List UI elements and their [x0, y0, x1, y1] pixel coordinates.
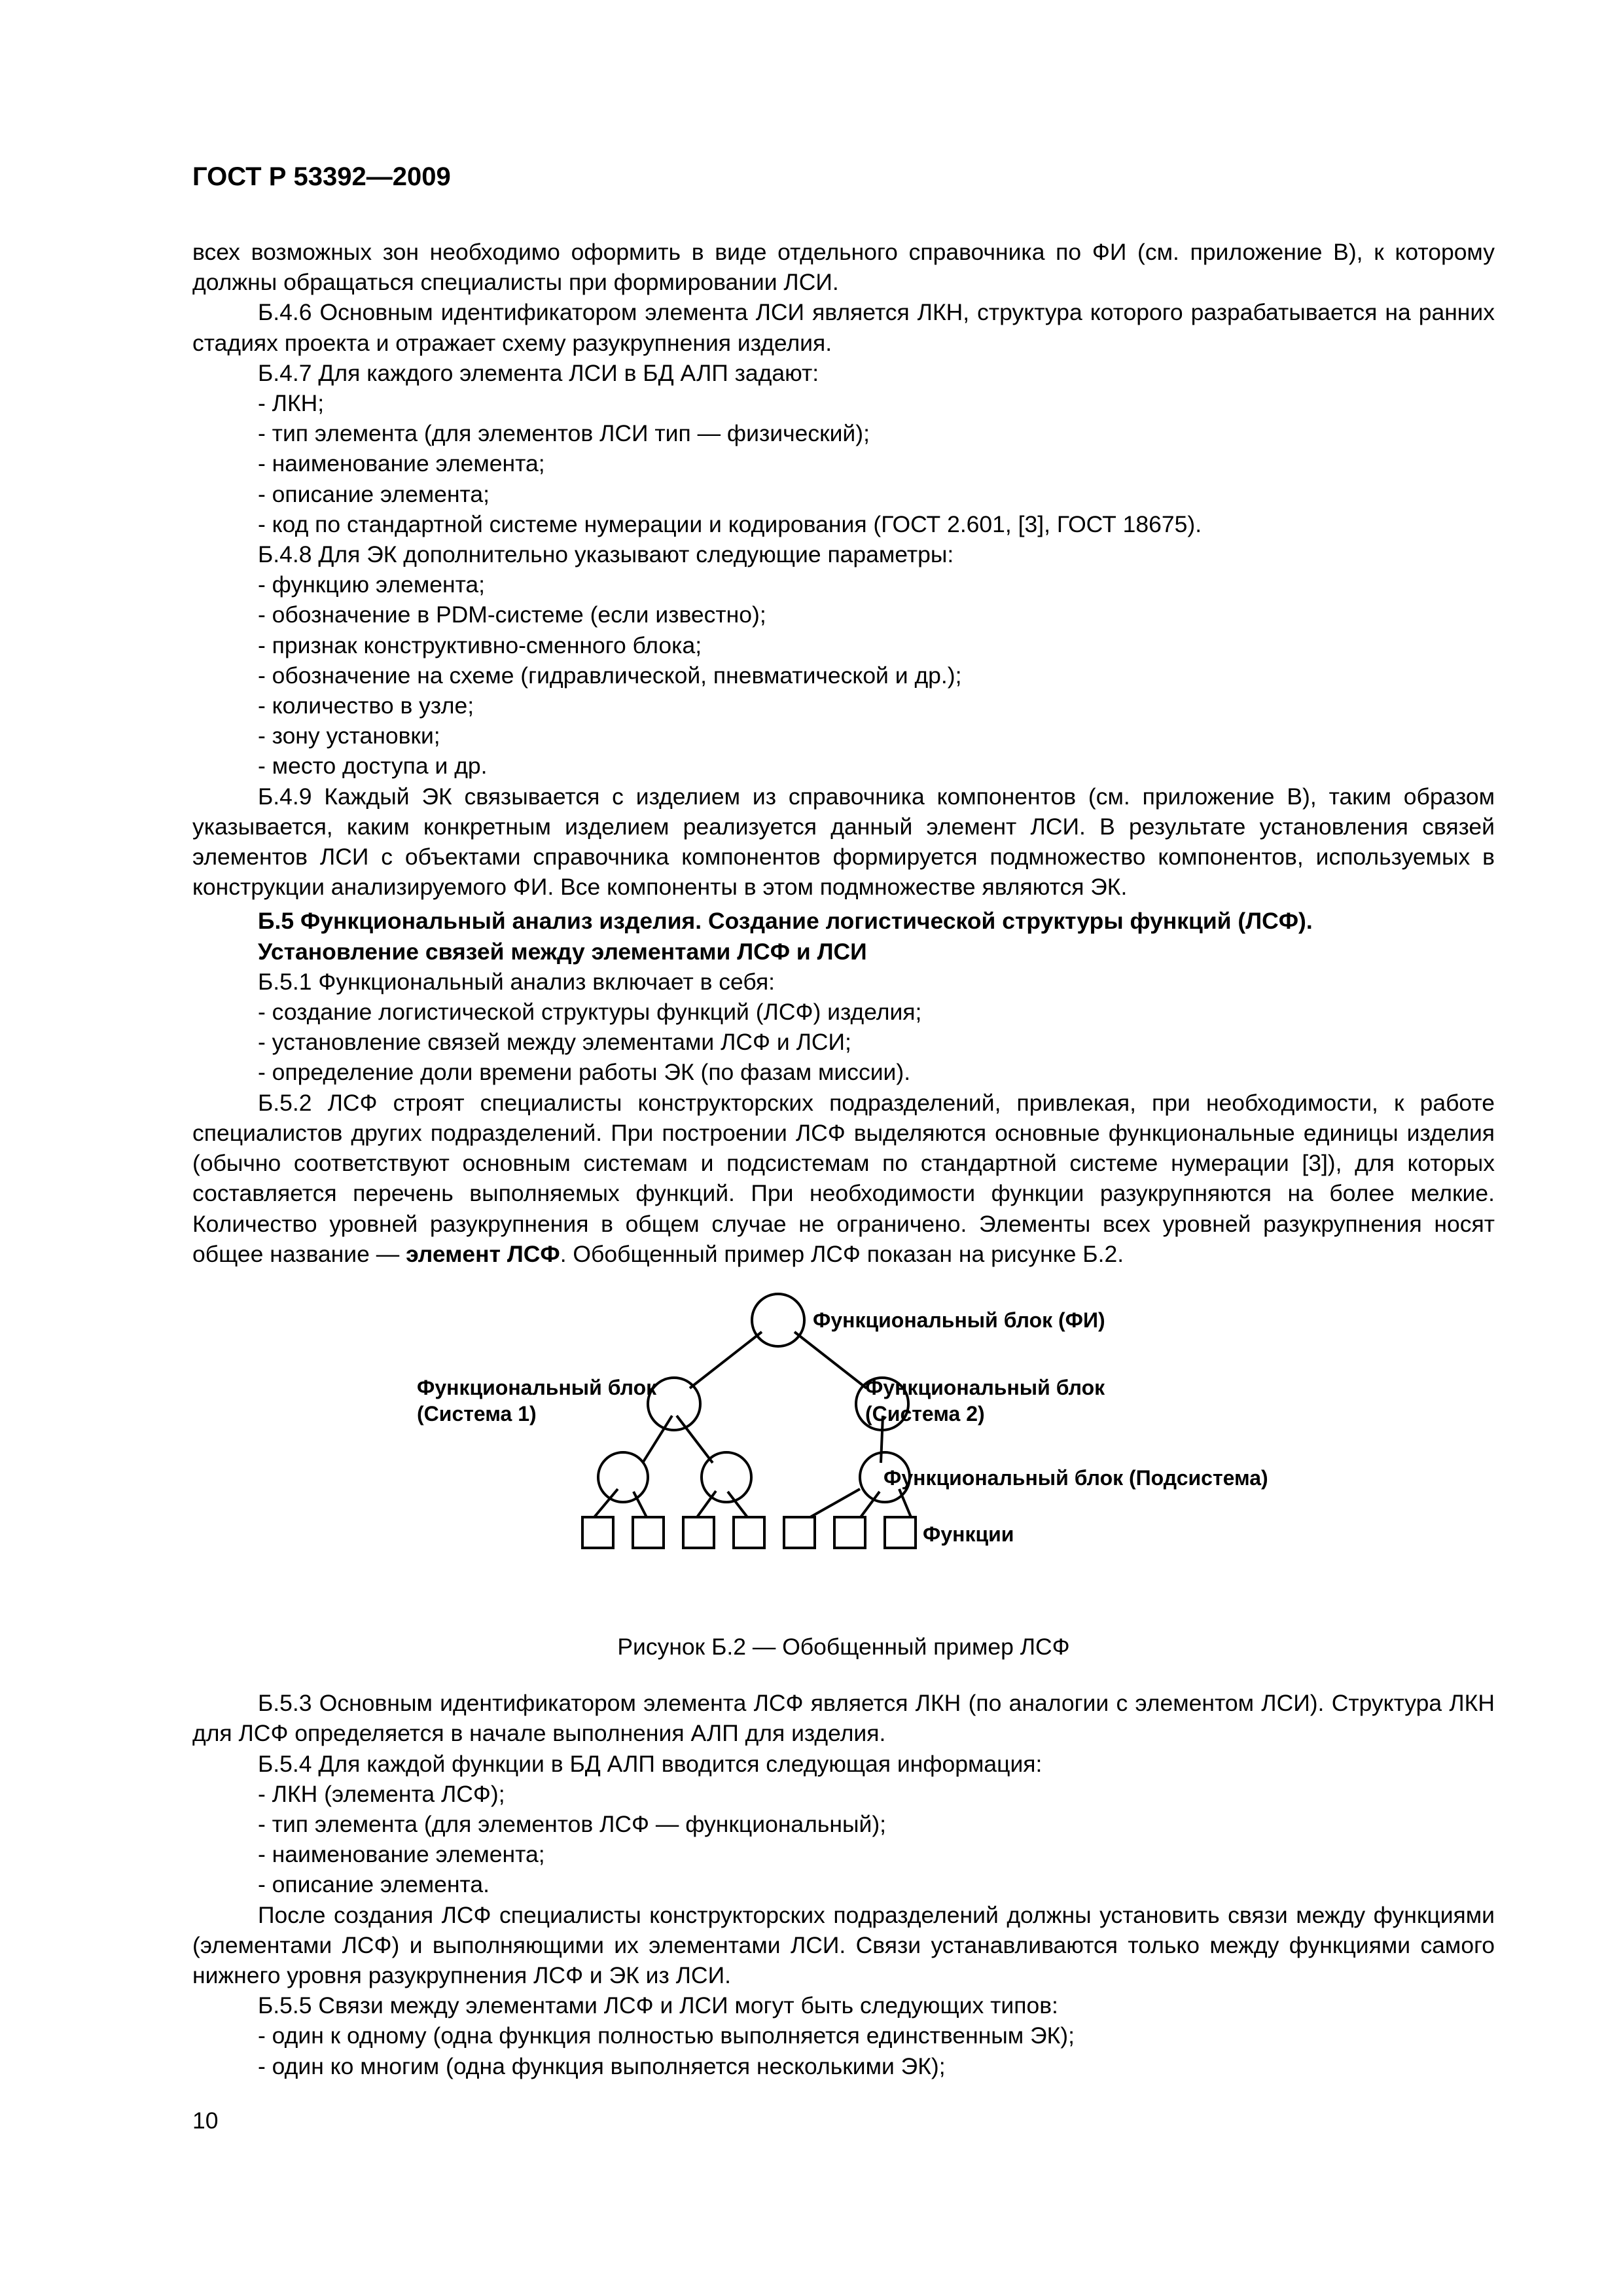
lsf-tree-diagram	[192, 1291, 1495, 1632]
list-item: - ЛКН (элемента ЛСФ);	[258, 1780, 505, 1807]
connector-line	[594, 1489, 618, 1517]
paragraph: Б.4.7 Для каждого элемента ЛСИ в БД АЛП задают:	[258, 359, 819, 386]
label-root: Функциональный блок (ФИ)	[813, 1308, 1105, 1332]
connector-line	[810, 1489, 860, 1517]
connector-line	[690, 1332, 762, 1388]
list-item: - один ко многим (одна функция выполняется несколькими ЭК);	[258, 2053, 946, 2079]
document-header: ГОСТ Р 53392—2009	[192, 162, 451, 191]
function-box	[784, 1517, 815, 1548]
list-item: - один к одному (одна функция полностью выполняется единственным ЭК);	[258, 2022, 1075, 2049]
list-item: - установление связей между элементами ЛСФ и ЛСИ;	[258, 1029, 851, 1056]
figure-b2	[192, 1291, 1495, 1632]
paragraph: Б.5.5 Связи между элементами ЛСФ и ЛСИ могут быть следующих типов:	[258, 1992, 1058, 2019]
function-box	[683, 1517, 714, 1548]
function-box	[582, 1517, 613, 1548]
paragraph: Б.4.6 Основным идентификатором элемента ЛСИ является ЛКН, структура которого разрабатывается на ранних стадиях проекта и отражает схему разукрупнения изделия.	[192, 299, 1495, 356]
connector-line	[861, 1492, 880, 1517]
list-item: - наименование элемента;	[258, 450, 545, 477]
list-item: - обозначение на схеме (гидравлической, пневматической и др.);	[258, 662, 962, 689]
label-system-2-name: (Система 2)	[865, 1401, 985, 1426]
function-box	[885, 1517, 916, 1548]
paragraph: Б.4.9 Каждый ЭК связывается с изделием из справочника компонентов (см. приложение В), таким образом указывается, каким конкретным изделием реализуется данный элемент ЛСИ. В результате установления связей элементов ЛСИ с объектами справочника компонентов формируется подмножество компонентов, используемых в конструкции анализируемого ФИ. Все компоненты в этом подмножестве являются ЭК.	[192, 783, 1495, 901]
page-number: 10	[192, 2108, 219, 2134]
connector-line	[794, 1332, 866, 1388]
label-functions: Функции	[923, 1522, 1014, 1546]
figure-caption: Рисунок Б.2 — Обобщенный пример ЛСФ	[617, 1633, 1070, 1660]
section-heading-continued: Установление связей между элементами ЛСФ и ЛСИ	[258, 938, 867, 965]
paragraph: всех возможных зон необходимо оформить в виде отдельного справочника по ФИ (см. приложение В), к которому должны обращаться специалисты при формировании ЛСИ.	[192, 239, 1495, 296]
paragraph-text: Б.5.2 ЛСФ строят специалисты конструкторских подразделений, привлекая, при необходимости, к работе специалистов других подразделений. При построении ЛСФ выделяются основные функциональные единицы изделия (обычно соответствуют основным системам и подсистемам по стандартной системе нумерации [3]), для которых составляется перечень выполняемых функций. При необходимости функции разукрупняются на более мелкие. Количество уровней разукрупнения в общем случае не ограничено. Элементы всех уровней разукрупнения носят общее название —	[192, 1089, 1495, 1267]
node-subblock	[702, 1452, 751, 1502]
section-heading: Б.5 Функциональный анализ изделия. Создание логистической структуры функций (ЛСФ).	[258, 908, 1313, 935]
list-item: - создание логистической структуры функций (ЛСФ) изделия;	[258, 999, 922, 1026]
list-item: - тип элемента (для элементов ЛСИ тип — физический);	[258, 420, 870, 447]
paragraph: Б.5.3 Основным идентификатором элемента ЛСФ является ЛКН (по аналогии с элементом ЛСИ). Структура ЛКН для ЛСФ определяется в начале выполнения АЛП для изделия.	[192, 1690, 1495, 1747]
function-box	[633, 1517, 664, 1548]
label-system-2: Функциональный блок	[865, 1375, 1105, 1399]
list-item: - функцию элемента;	[258, 571, 486, 598]
paragraph-text: . Обобщенный пример ЛСФ показан на рисунке Б.2.	[560, 1240, 1124, 1267]
list-item: - тип элемента (для элементов ЛСФ — функциональный);	[258, 1810, 887, 1837]
list-item: - количество в узле;	[258, 692, 474, 719]
list-item: - место доступа и др.	[258, 753, 488, 780]
connector-line	[697, 1491, 716, 1517]
function-box	[734, 1517, 764, 1548]
node-subblock	[598, 1452, 648, 1502]
paragraph	[192, 1088, 1495, 1269]
list-item: - наименование элемента;	[258, 1841, 545, 1868]
term-bold: элемент ЛСФ	[406, 1240, 560, 1267]
node-root	[752, 1294, 804, 1346]
paragraph: Б.5.4 Для каждой функции в БД АЛП вводится следующая информация:	[258, 1750, 1043, 1777]
label-system-1: Функциональный блок	[417, 1375, 657, 1399]
document-body	[192, 237, 1495, 2081]
function-box	[834, 1517, 865, 1548]
list-item: - ЛКН;	[258, 390, 325, 417]
paragraph: Б.5.1 Функциональный анализ включает в себя:	[258, 968, 776, 995]
label-subsystem: Функциональный блок (Подсистема)	[883, 1465, 1268, 1490]
list-item: - признак конструктивно-сменного блока;	[258, 632, 702, 658]
list-item: - обозначение в PDM-системе (если известно);	[258, 601, 766, 628]
list-item: - описание элемента;	[258, 480, 490, 507]
connector-line	[677, 1416, 713, 1463]
paragraph: Б.4.8 Для ЭК дополнительно указывают следующие параметры:	[258, 541, 954, 568]
list-item: - код по стандартной системе нумерации и кодирования (ГОСТ 2.601, [3], ГОСТ 18675).	[258, 511, 1202, 537]
list-item: - определение доли времени работы ЭК (по фазам миссии).	[258, 1059, 911, 1086]
label-system-1-name: (Система 1)	[417, 1401, 537, 1426]
list-item: - описание элемента.	[258, 1871, 490, 1898]
paragraph: После создания ЛСФ специалисты конструкторских подразделений должны установить связи между функциями (элементами ЛСФ) и выполняющими их элементами ЛСИ. Связи устанавливаются только между функциями самого нижнего уровня разукрупнения ЛСФ и ЭК из ЛСИ.	[192, 1901, 1495, 1988]
list-item: - зону установки;	[258, 723, 440, 749]
